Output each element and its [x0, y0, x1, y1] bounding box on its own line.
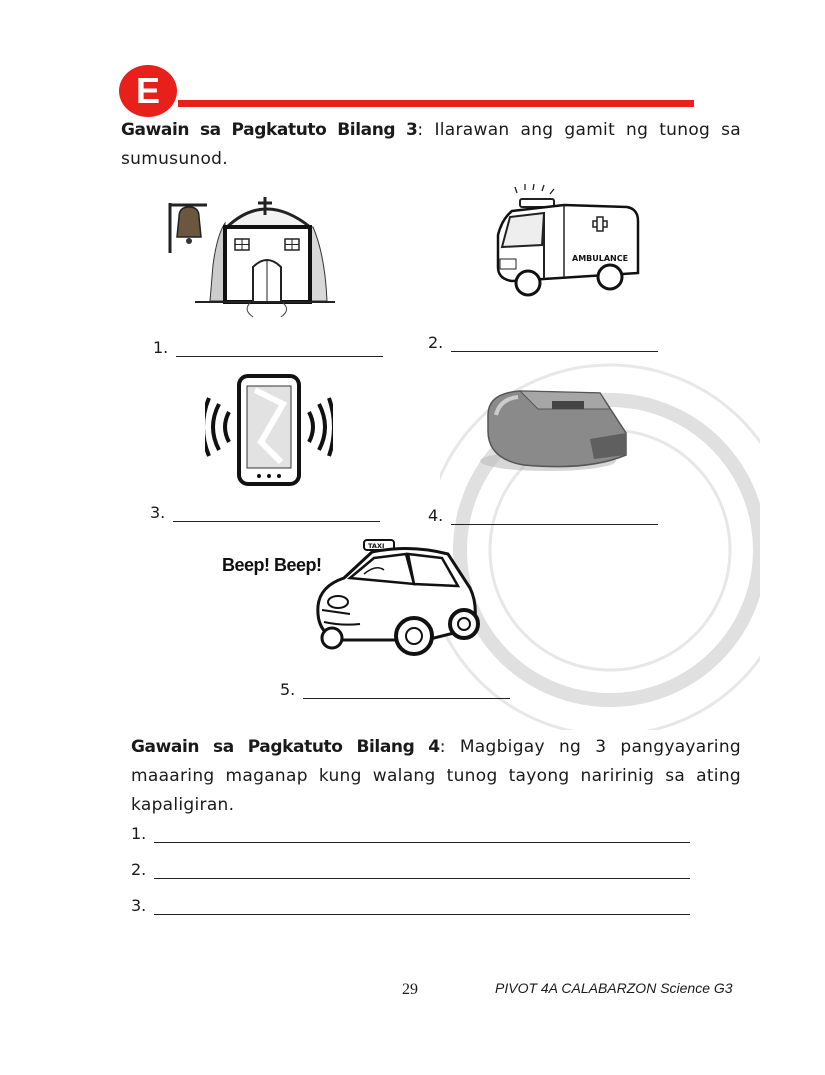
item-number: 1.: [153, 338, 169, 357]
ambulance-icon: [492, 183, 642, 301]
answer-line[interactable]: [451, 333, 658, 352]
line-number: 1.: [131, 824, 147, 843]
answer-line[interactable]: [154, 824, 690, 843]
line-number: 2.: [131, 860, 147, 879]
activity4-line-1: [131, 824, 690, 843]
answer-line[interactable]: [176, 338, 383, 357]
activity3-item-5: [280, 680, 510, 699]
answer-line[interactable]: [154, 860, 690, 879]
answer-line[interactable]: [451, 506, 658, 525]
activity4-heading: [131, 733, 741, 820]
activity4-line-3: [131, 896, 690, 915]
footer-source: PIVOT 4A CALABARZON Science G3: [495, 980, 733, 996]
answer-line[interactable]: [303, 680, 510, 699]
taxi-car-icon: [310, 536, 482, 662]
item-number: 5.: [280, 680, 296, 699]
beep-text: Beep! Beep!: [222, 555, 322, 575]
item-number: 4.: [428, 506, 444, 525]
answer-line[interactable]: [173, 503, 380, 522]
activity4-line-2: [131, 860, 690, 879]
activity3-instruction: : Ilarawan ang gamit ng tunog sa sumusunod.: [121, 120, 741, 169]
activity4-title: Gawain sa Pagkatuto Bilang 4: [131, 737, 440, 757]
activity4-instruction: : Magbigay ng 3 pangyayaring maaaring maganap kung walang tunog tayong naririnig sa ating kapaligiran.: [131, 737, 741, 815]
item-number: 3.: [150, 503, 166, 522]
header-divider: [178, 100, 694, 107]
answer-line[interactable]: [154, 896, 690, 915]
whistle-icon: [478, 385, 633, 477]
activity3-heading: [121, 116, 741, 174]
church-bell-icon: [165, 195, 340, 320]
activity3-item-1: [153, 338, 383, 357]
activity3-item-3: [150, 503, 380, 522]
section-badge: E: [119, 65, 177, 117]
activity3-item-2: [428, 333, 658, 352]
activity3-item-4: [428, 506, 658, 525]
activity3-title: Gawain sa Pagkatuto Bilang 3: [121, 120, 418, 140]
vibrating-phone-icon: [205, 372, 333, 487]
ambulance-label: AMBULANCE: [572, 254, 629, 263]
taxi-label: TAXI: [368, 542, 385, 550]
item-number: 2.: [428, 333, 444, 352]
line-number: 3.: [131, 896, 147, 915]
page-number: 29: [402, 981, 418, 998]
